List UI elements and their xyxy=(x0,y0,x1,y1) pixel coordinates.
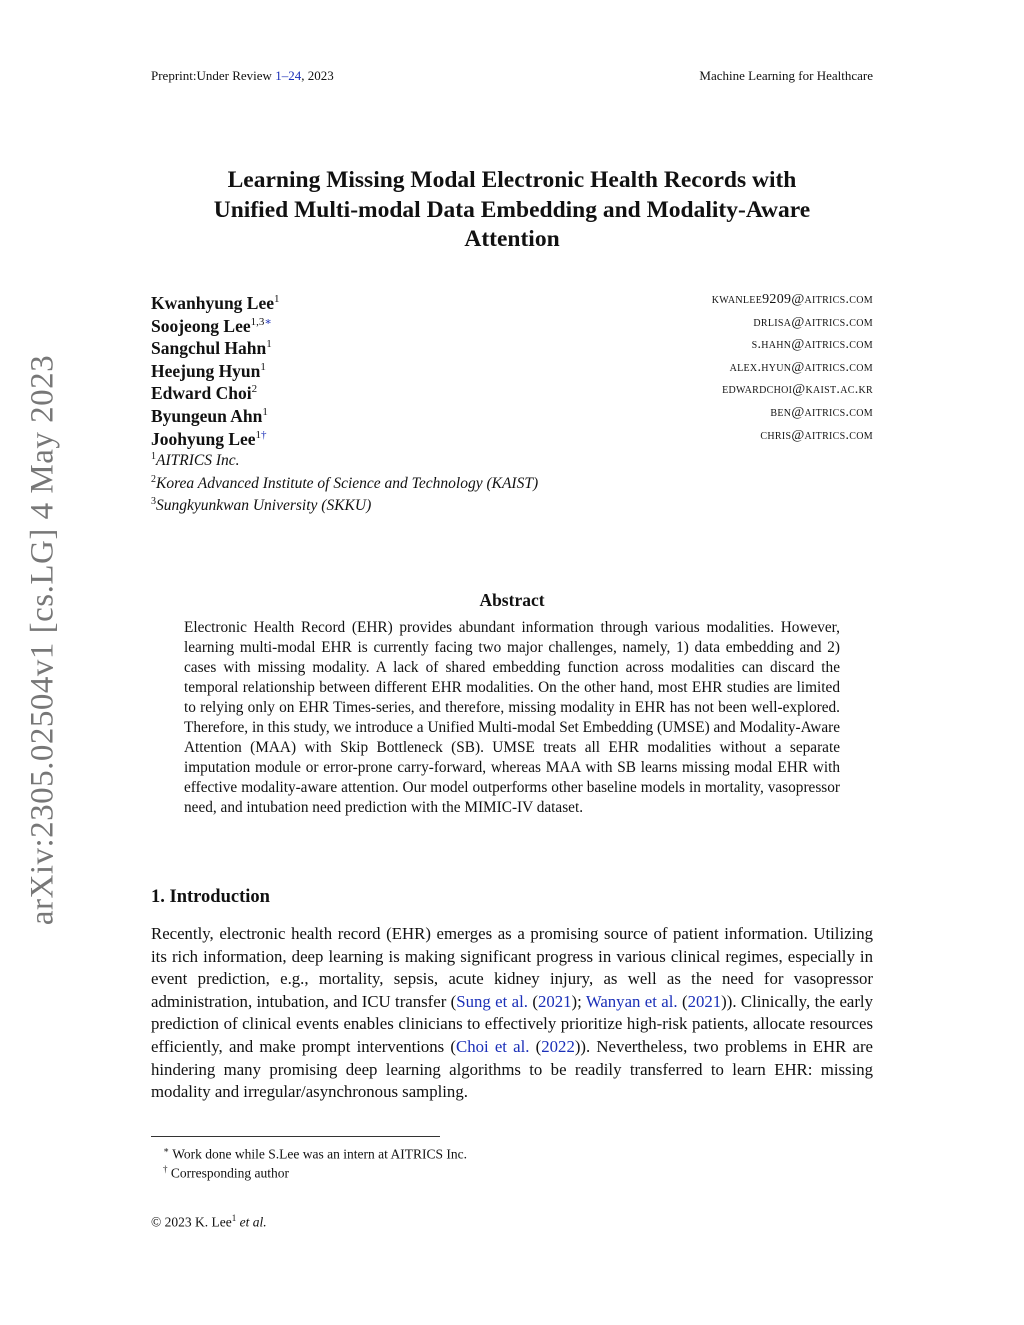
affiliation: $^3$Sungkyunkwan University (SKKU) xyxy=(151,496,372,515)
citation-link[interactable]: 2021 xyxy=(687,991,722,1011)
author-row xyxy=(151,311,873,334)
citation-link[interactable]: 2022 xyxy=(541,1036,575,1056)
author-email[interactable]: drlisa@aitrics.com xyxy=(753,314,873,330)
footnote: † Corresponding author xyxy=(163,1164,289,1181)
author-name: Byungeun Ahn$^1$ xyxy=(151,405,268,426)
author-email[interactable]: alex.hyun@aitrics.com xyxy=(729,359,873,375)
affiliation: $^1$AITRICS Inc. xyxy=(151,451,240,470)
running-header-right: Machine Learning for Healthcare xyxy=(699,68,873,83)
citation-link[interactable]: Sung et al. xyxy=(456,991,528,1011)
copyright-icon: © xyxy=(151,1214,162,1230)
author-name: Soojeong Lee$^{1,3∗}$ xyxy=(151,315,272,336)
copyright-notice: © 2023 K. Lee$^1$ et al. xyxy=(151,1213,267,1230)
footnote-rule xyxy=(151,1136,440,1137)
footnote-mark-link[interactable]: † xyxy=(261,428,267,441)
footnote: ∗ Work done while S.Lee was an intern at AITRICS Inc. xyxy=(163,1145,467,1162)
author-email[interactable]: kwanlee9209@aitrics.com xyxy=(711,292,873,307)
author-row xyxy=(151,288,873,311)
page-range-link[interactable]: 1–24 xyxy=(275,68,302,83)
author-row xyxy=(151,401,873,424)
affiliation: $^2$Korea Advanced Institute of Science and Technology (KAIST) xyxy=(151,473,539,492)
author-email[interactable]: s.hahn@aitrics.com xyxy=(751,337,873,353)
author-name: Kwanhyung Lee$^1$ xyxy=(151,292,280,313)
author-row xyxy=(151,378,873,404)
author-row xyxy=(151,333,873,359)
author-name: Sangchul Hahn$^1$ xyxy=(151,338,272,359)
footnote-mark-link[interactable]: ∗ xyxy=(264,315,272,328)
author-name: Edward Choi$^2$ xyxy=(151,383,258,404)
author-name: Joohyung Lee$^{1\dagger}$ xyxy=(151,428,267,449)
author-email[interactable]: edwardchoi@kaist.ac.kr xyxy=(722,382,873,398)
abstract-heading: Abstract xyxy=(479,590,545,610)
abstract-text: Electronic Health Record (EHR) provides abundant information through various modalities. However, learning multi-modal EHR is currently facing two major challenges, namely, 1) data embedding and 2) cases with missing modality. A lack of shared embedding function across modalities can discard the temporal relationship between different EHR modalities. On the other hand, most EHR studies are limited to relying only on EHR Times-series, and therefore, missing modality in EHR has not been well-explored. Therefore, in this study, we introduce a Unified Multi-modal Set Embedding (UMSE) and Modality-Aware Attention (MAA) with Skip Bottleneck (SB). UMSE treats all EHR modalities without a separate imputation module or error-prone carry-forward, whereas MAA with SB learns missing modal EHR with effective modality-aware attention. Our model outperforms other baseline models in mortality, vasopressor need, and intubation need prediction with the MIMIC-IV dataset. xyxy=(184,619,840,816)
citation-link[interactable]: Choi et al. xyxy=(456,1036,530,1056)
author-row xyxy=(151,424,873,447)
running-header-left: Preprint:Under Review 1–24, 2023 xyxy=(151,68,334,83)
citation-link[interactable]: Wanyan et al. xyxy=(585,991,678,1011)
author-row xyxy=(151,356,873,379)
paper-title: Learning Missing Modal Electronic Health Records with Unified Multi-modal Data Embedding and Modality-Aware Attention xyxy=(213,167,811,252)
intro-paragraph: Recently, electronic health record (EHR) emerges as a promising source of patient information. Utilizing its rich information, deep learning is making significant progress in various clinical regimes, especially in event prediction, e.g., mortality, sepsis, acute kidney injury, as well as the need for vasopressor administration, intubation, and ICU transfer (Sung et al. (2021); Wanyan et al. (2021)). Clinically, the early prediction of clinical events enables clinicians to effectively prioritize high-risk patients, allocate resources efficiently, and make prompt interventions (Choi et al. (2022)). Nevertheless, two problems in EHR are hindering many promising deep learning algorithms to be readily transferred to learn EHR: missing modality and irregular/asynchronous sampling. xyxy=(151,924,873,1102)
author-block xyxy=(151,288,873,514)
citation-link[interactable]: 2021 xyxy=(537,991,572,1011)
author-email[interactable]: chris@aitrics.com xyxy=(760,427,873,443)
author-email[interactable]: ben@aitrics.com xyxy=(770,404,873,420)
section-heading: 1. Introduction xyxy=(151,887,270,907)
author-name: Heejung Hyun$^1$ xyxy=(151,360,266,381)
